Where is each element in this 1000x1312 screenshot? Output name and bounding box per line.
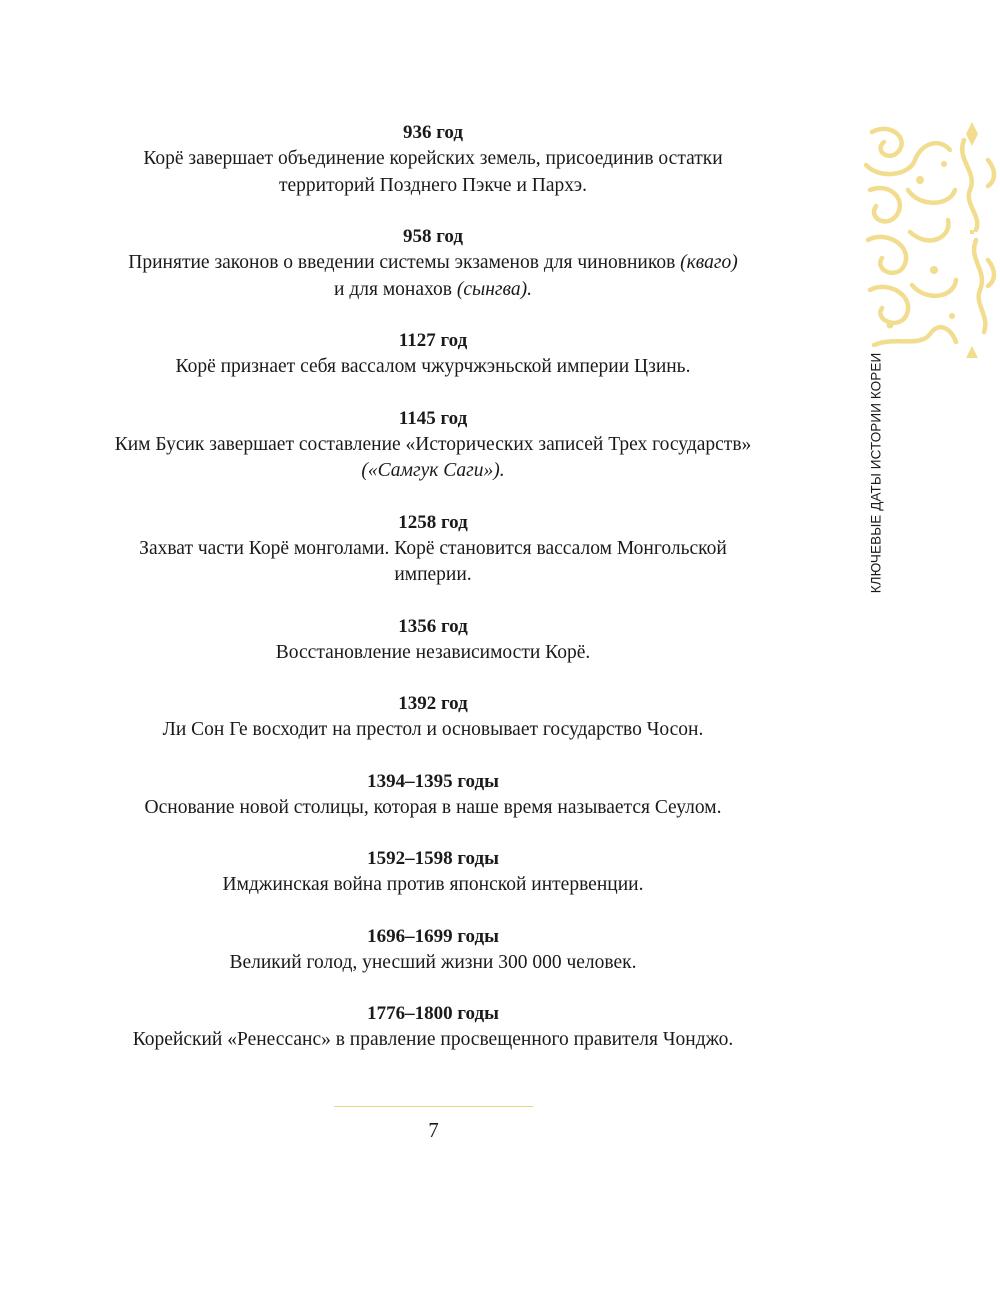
timeline-entry [100, 846, 766, 899]
entry-year: 1592–1598 годы [367, 848, 499, 869]
entry-italic: (сынгва). [456, 278, 532, 300]
entry-text: Корё завершает объединение корейских земель, присоединив остатки территорий Позднего Пэкче и Пархэ. [143, 148, 723, 196]
timeline-entry [100, 1001, 766, 1054]
entry-year: 1127 год [398, 330, 468, 351]
timeline [100, 120, 766, 1079]
timeline-entry [100, 691, 766, 744]
entry-italic: («Самгук Саги»). [361, 460, 505, 481]
entry-year: 1356 год [398, 615, 468, 637]
scroll-ornament-icon [860, 120, 1000, 360]
timeline-entry [100, 614, 766, 667]
entry-text: Имджинская война против японской интервенции. [222, 874, 644, 895]
timeline-entry [100, 328, 766, 381]
entry-text: Восстановление независимости Корё. [275, 641, 591, 663]
entry-text: Основание новой столицы, которая в наше время называется Сеулом. [144, 796, 722, 818]
entry-text: Принятие законов о введении системы экзаменов для чиновников (кваго) и для монахов (сынгва). [128, 252, 738, 300]
entry-year: 1145 год [398, 407, 468, 429]
entry-text: Ким Бусик завершает составление «Исторических записей Трех государств» («Самгук Саги»). [114, 433, 752, 481]
entry-text: Корейский «Ренессанс» в правление просвещенного правителя Чонджо. [132, 1029, 734, 1050]
entry-year: 1258 год [398, 511, 468, 533]
page-number: 7 [428, 1118, 439, 1142]
entry-text: Захват части Корё монголами. Корё становится вассалом Монгольской империи. [139, 537, 727, 585]
entry-year: 1394–1395 годы [367, 770, 499, 792]
entry-text: Ли Сон Ге восходит на престол и основывает государство Чосон. [162, 719, 704, 740]
entry-year: 1776–1800 годы [367, 1003, 499, 1024]
entry-text: Великий голод, унесший жизни 300 000 человек. [229, 951, 637, 973]
timeline-entry [100, 224, 766, 303]
timeline-entry [100, 924, 766, 977]
footer-rule [334, 1106, 533, 1107]
timeline-entry [100, 510, 766, 589]
entry-text: Корё признает себя вассалом чжурчжэньской империи Цзинь. [175, 356, 691, 377]
side-running-title: КЛЮЧЕВЫЕ ДАТЫ ИСТОРИИ КОРЕИ [868, 352, 884, 594]
entry-italic: (кваго) [680, 252, 738, 273]
timeline-entry [100, 406, 766, 485]
entry-year: 936 год [403, 122, 463, 143]
timeline-entry [100, 120, 766, 199]
entry-year: 958 год [403, 226, 463, 247]
entry-year: 1696–1699 годы [367, 925, 499, 947]
timeline-entry [100, 769, 766, 822]
entry-year: 1392 год [398, 693, 468, 714]
